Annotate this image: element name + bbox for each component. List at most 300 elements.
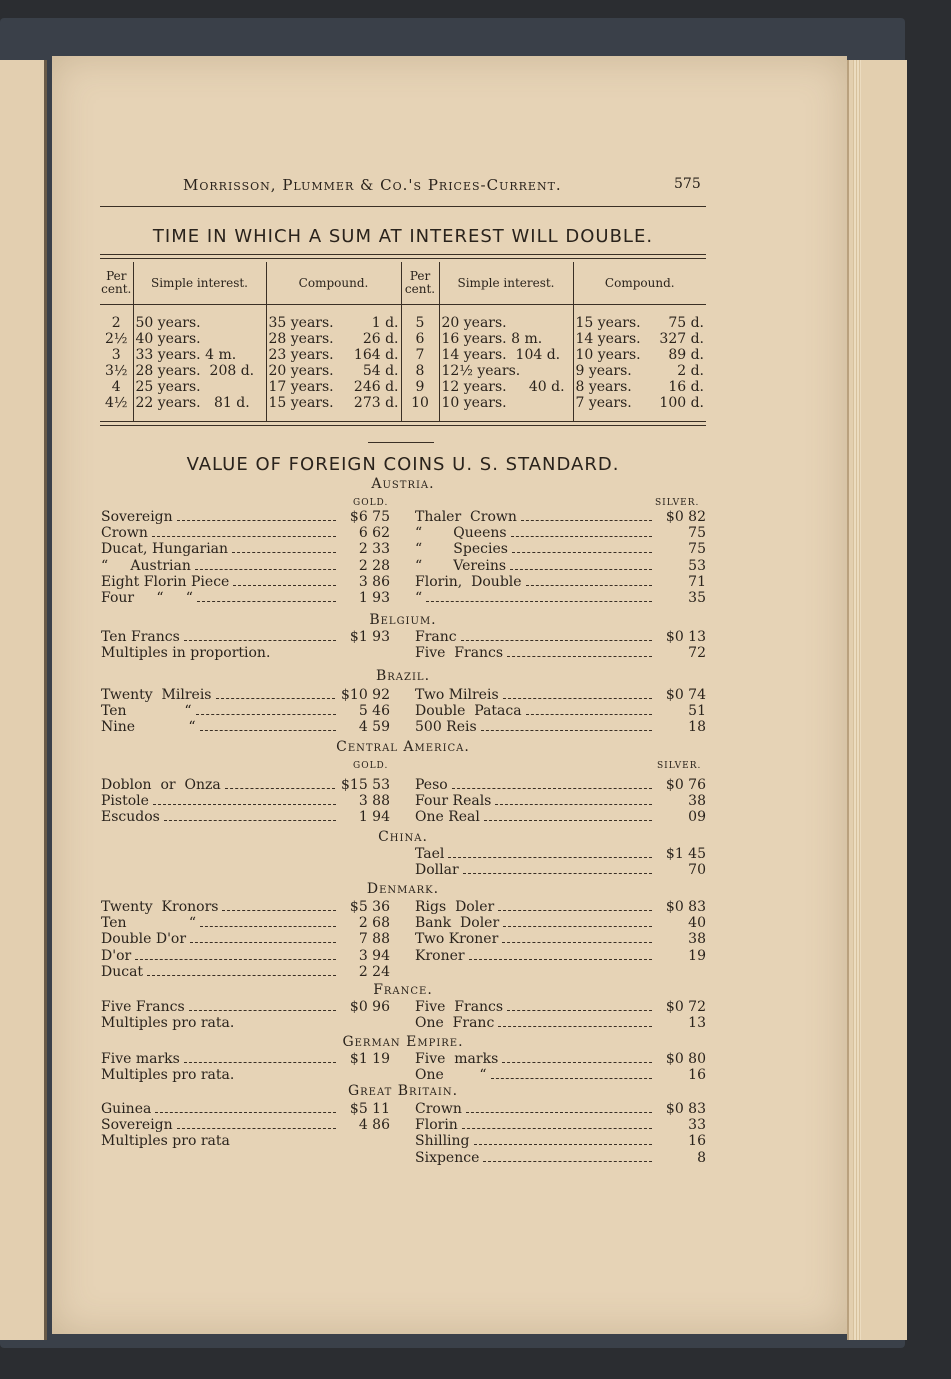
coin-name: Pistole: [101, 793, 149, 810]
table-cell: 25 years.: [133, 379, 266, 395]
coin-name: Florin: [415, 1117, 458, 1134]
coin-value: 3 88: [358, 793, 390, 810]
compound-days: 26 d.: [362, 331, 399, 347]
coin-value: 2 24: [358, 963, 390, 980]
table-cell: 5: [401, 315, 439, 331]
coin-row: [101, 629, 390, 645]
leader-dots: [232, 541, 336, 553]
coin-name: Crown: [415, 1101, 462, 1117]
coin-name: Bank Doler: [415, 915, 500, 932]
coin-name: Ten Francs: [101, 629, 180, 645]
leader-dots: [200, 915, 336, 927]
coin-value: 16: [688, 1133, 706, 1150]
col-simple-2: Simple interest.: [439, 262, 573, 305]
doubling-table: [100, 262, 706, 421]
leader-dots: [200, 719, 336, 731]
coin-row: [415, 687, 706, 703]
compound-days: 164 d.: [353, 347, 399, 363]
coin-row: [101, 703, 390, 719]
coin-row: [415, 793, 706, 809]
coin-row: [415, 1015, 706, 1031]
doubling-title: TIME IN WHICH A SUM AT INTEREST WILL DOUBLE.: [152, 226, 654, 247]
leader-dots: [481, 719, 652, 731]
table-cell: [266, 395, 401, 411]
leader-dots: [502, 1051, 652, 1063]
coin-row: [415, 558, 706, 574]
leader-dots: [177, 1117, 336, 1129]
coin-value: 5 46: [358, 703, 390, 720]
compound-days: 273 d.: [353, 395, 399, 411]
coin-row: [415, 629, 706, 645]
coin-row: [415, 525, 706, 541]
leader-dots: [483, 1150, 652, 1162]
leader-dots: [469, 948, 652, 960]
coin-row: [101, 931, 390, 947]
table-top-rule: [100, 254, 706, 255]
table-cell: 10: [401, 395, 439, 411]
compound-days: 16 d.: [668, 379, 704, 395]
section-heading-brazil: Brazil.: [375, 668, 431, 684]
coin-value: 38: [688, 931, 706, 948]
page-stack-edge: [847, 60, 907, 1340]
coin-value: $0 96: [349, 999, 390, 1015]
coin-name: Ten “: [101, 703, 192, 720]
coin-name: Ten “: [101, 915, 197, 932]
coin-value: 38: [688, 793, 706, 810]
coin-name: Florin, Double: [415, 573, 522, 590]
coin-row: [101, 1067, 390, 1083]
coin-value: 1 94: [358, 809, 390, 826]
coin-value: 4 59: [358, 719, 390, 736]
coin-value: $0 83: [665, 1101, 706, 1117]
table-cell: [573, 331, 706, 347]
section-heading-central_america: Central America.: [336, 739, 470, 755]
col-per-cent-2: Per cent.: [401, 262, 439, 305]
table-cell: 3: [100, 347, 133, 363]
header-rule: [100, 206, 706, 207]
coin-value: $6 75: [349, 509, 390, 525]
section-heading-great_britain: Great Britain.: [347, 1083, 459, 1099]
coin-name: Franc: [415, 629, 457, 645]
page-number: 575: [674, 176, 701, 192]
section-heading-france: France.: [373, 982, 433, 998]
coin-name: Thaler Crown: [415, 509, 517, 525]
coin-row: [101, 948, 390, 964]
coin-value: 2 28: [358, 557, 390, 574]
coin-value: 19: [688, 947, 706, 964]
table-cell: 10 years.: [439, 395, 573, 411]
table-cell: [266, 363, 401, 379]
coin-name: Twenty Milreis: [101, 687, 212, 703]
table-cell: [573, 347, 706, 363]
coin-value: 6 62: [358, 525, 390, 542]
coin-name: Nine “: [101, 719, 196, 736]
coin-value: 13: [688, 1015, 706, 1032]
coin-name: Guinea: [101, 1101, 152, 1117]
coin-row: [101, 541, 390, 557]
coin-name: Four “ “: [101, 590, 193, 606]
leader-dots: [426, 590, 652, 602]
coin-row: [101, 509, 390, 525]
table-row: [100, 347, 706, 363]
coin-name: Double D'or: [101, 931, 187, 948]
leader-dots: [502, 931, 652, 943]
leader-dots: [152, 525, 336, 537]
coin-value: $0 83: [665, 899, 706, 915]
coin-value: $0 76: [665, 777, 706, 793]
leader-dots: [225, 777, 335, 789]
leader-dots: [197, 590, 336, 602]
coin-name: Rigs Doler: [415, 899, 495, 915]
compound-days: 246 d.: [353, 379, 399, 395]
coin-row: [101, 1015, 390, 1031]
leader-dots: [462, 1117, 652, 1129]
leader-dots: [510, 558, 652, 570]
coin-name: Ducat, Hungarian: [101, 541, 229, 558]
coin-value: $1 45: [665, 846, 706, 862]
coin-value: $0 72: [665, 999, 706, 1015]
coin-name: Multiples pro rata.: [101, 1015, 235, 1032]
leader-dots: [196, 703, 336, 715]
leader-dots: [155, 1101, 336, 1113]
coin-value: 1 93: [358, 590, 390, 606]
table-cell: [573, 395, 706, 411]
leader-dots: [452, 777, 652, 789]
coin-name: 500 Reis: [415, 719, 477, 736]
silver-label: SILVER.: [655, 498, 700, 508]
leader-dots: [153, 793, 336, 805]
coin-row: [415, 574, 706, 590]
leader-dots: [498, 1015, 652, 1027]
coin-row: [101, 777, 390, 793]
coin-row: [415, 846, 706, 862]
table-cell: [266, 315, 401, 331]
coin-value: 40: [688, 915, 706, 932]
compound-years: 7 years.: [575, 395, 632, 411]
coin-value: $5 11: [349, 1101, 390, 1117]
table-cell: 33 years. 4 m.: [133, 347, 266, 363]
coin-value: 53: [688, 557, 706, 574]
table-bottom-rule: [100, 421, 706, 422]
table-cell: [266, 331, 401, 347]
coin-row: [101, 719, 390, 735]
coin-row: [415, 1051, 706, 1067]
coin-row: [101, 1051, 390, 1067]
compound-days: 54 d.: [362, 363, 399, 379]
leader-dots: [135, 948, 336, 960]
coin-value: 4 86: [358, 1117, 390, 1134]
coin-row: [415, 719, 706, 735]
leader-dots: [184, 1051, 336, 1063]
coin-row: [415, 809, 706, 825]
section-heading-belgium: Belgium.: [369, 612, 437, 628]
compound-years: 14 years.: [575, 331, 641, 347]
coin-name: Sovereign: [101, 509, 173, 525]
coin-value: $0 82: [665, 509, 706, 525]
coin-name: “ Austrian: [101, 557, 191, 574]
coin-row: [101, 1101, 390, 1117]
coin-value: 7 88: [358, 931, 390, 948]
coin-row: [415, 1133, 706, 1149]
leader-dots: [474, 1133, 653, 1145]
coin-row: [415, 777, 706, 793]
coin-row: [101, 809, 390, 825]
coin-value: 18: [688, 719, 706, 736]
table-cell: [266, 379, 401, 395]
table-cell: [573, 315, 706, 331]
coin-value: 33: [688, 1117, 706, 1134]
table-cell: 4½: [100, 395, 133, 411]
coin-name: Dollar: [415, 862, 459, 879]
coin-row: [101, 645, 390, 661]
table-top-rule-2: [100, 258, 706, 259]
coin-name: Sixpence: [415, 1149, 480, 1166]
running-header: Morrisson, Plummer & Co.'s Prices-Current.: [183, 176, 562, 194]
table-cell: 28 years. 208 d.: [133, 363, 266, 379]
table-cell: 22 years. 81 d.: [133, 395, 266, 411]
coin-value: $1 19: [349, 1051, 390, 1067]
coin-name: “ Vereins: [415, 557, 507, 574]
gold-label-2: GOLD.: [353, 761, 389, 771]
leader-dots: [507, 645, 652, 657]
coin-name: “: [415, 590, 423, 606]
compound-days: 2 d.: [677, 363, 704, 379]
coin-value: 3 86: [358, 573, 390, 590]
col-per-cent: Per cent.: [100, 262, 133, 305]
coin-row: [415, 541, 706, 557]
coin-name: D'or: [101, 947, 132, 964]
coin-row: [101, 525, 390, 541]
table-row: [100, 315, 706, 331]
leader-dots: [461, 629, 652, 641]
table-row: [100, 331, 706, 347]
table-cell: 14 years. 104 d.: [439, 347, 573, 363]
coin-row: [415, 899, 706, 915]
leader-dots: [463, 862, 652, 874]
coin-row: [101, 574, 390, 590]
section-heading-german_empire: German Empire.: [342, 1034, 464, 1050]
compound-years: 15 years.: [268, 395, 334, 411]
coin-row: [415, 1117, 706, 1133]
coin-row: [415, 948, 706, 964]
leader-dots: [495, 793, 652, 805]
coin-row: [415, 915, 706, 931]
compound-years: 8 years.: [575, 379, 632, 395]
table-cell: 3½: [100, 363, 133, 379]
coin-row: [415, 703, 706, 719]
coin-row: [415, 999, 706, 1015]
leader-dots: [222, 899, 336, 911]
compound-years: 9 years.: [575, 363, 632, 379]
coin-name: One “: [415, 1067, 487, 1084]
coin-row: [101, 687, 390, 703]
col-simple: Simple interest.: [133, 262, 266, 305]
leader-dots: [189, 999, 336, 1011]
coin-name: Multiples pro rata: [101, 1133, 230, 1150]
coin-name: Escudos: [101, 809, 160, 826]
coin-name: Crown: [101, 525, 148, 542]
coin-value: 75: [688, 541, 706, 558]
leader-dots: [177, 509, 336, 521]
leader-dots: [521, 509, 652, 521]
table-cell: 2: [100, 315, 133, 331]
coin-value: $1 93: [349, 629, 390, 645]
leader-dots: [511, 525, 652, 537]
compound-days: 75 d.: [668, 315, 704, 331]
leader-dots: [184, 629, 336, 641]
leader-dots: [216, 687, 336, 699]
compound-days: 89 d.: [668, 347, 704, 363]
coin-value: $0 13: [665, 629, 706, 645]
coin-row: [101, 899, 390, 915]
coin-value: $0 74: [665, 687, 706, 703]
table-cell: 8: [401, 363, 439, 379]
coin-value: $10 92: [341, 687, 390, 703]
coin-name: Shilling: [415, 1133, 470, 1150]
leader-dots: [498, 899, 652, 911]
coin-value: 2 68: [358, 915, 390, 932]
leader-dots: [466, 1101, 652, 1113]
table-row: [100, 395, 706, 411]
coin-value: 35: [688, 590, 706, 606]
leader-dots: [195, 558, 336, 570]
col-compound-2: Compound.: [604, 275, 675, 290]
table-cell: [266, 347, 401, 363]
coin-name: Twenty Kronors: [101, 899, 219, 915]
coin-row: [101, 793, 390, 809]
compound-years: 23 years.: [268, 347, 334, 363]
section-heading-china: China.: [378, 829, 428, 845]
gold-label: GOLD.: [353, 498, 389, 508]
coin-row: [415, 509, 706, 525]
coin-name: One Real: [415, 809, 480, 826]
coin-name: Doblon or Onza: [101, 777, 221, 793]
coin-name: Two Kroner: [415, 931, 499, 948]
coin-value: $0 80: [665, 1051, 706, 1067]
leader-dots: [503, 687, 652, 699]
coin-name: Five Francs: [415, 645, 504, 662]
coin-name: Five Francs: [415, 999, 504, 1015]
compound-days: 327 d.: [659, 331, 704, 347]
coin-row: [101, 590, 390, 606]
coin-name: “ Queens: [415, 525, 507, 542]
table-cell: 9: [401, 379, 439, 395]
coin-name: Peso: [415, 777, 448, 793]
compound-years: 10 years.: [575, 347, 641, 363]
leader-dots: [147, 964, 336, 976]
coins-title: VALUE OF FOREIGN COINS U. S. STANDARD.: [186, 454, 620, 475]
coin-row: [415, 1101, 706, 1117]
compound-years: 35 years.: [268, 315, 334, 331]
leader-dots: [233, 574, 336, 586]
leader-dots: [164, 809, 336, 821]
leader-dots: [526, 703, 652, 715]
table-cell: 16 years. 8 m.: [439, 331, 573, 347]
coin-value: 8: [697, 1149, 706, 1166]
table-cell: 4: [100, 379, 133, 395]
table-bottom-rule-2: [100, 425, 706, 426]
col-compound: Compound.: [266, 262, 401, 305]
coin-value: 3 94: [358, 947, 390, 964]
table-cell: [573, 379, 706, 395]
compound-days: 100 d.: [659, 395, 704, 411]
coin-value: 71: [688, 573, 706, 590]
table-cell: 40 years.: [133, 331, 266, 347]
leader-dots: [491, 1067, 652, 1079]
coin-name: Two Milreis: [415, 687, 499, 703]
leader-dots: [190, 931, 336, 943]
coin-value: $15 53: [341, 777, 390, 793]
coin-name: One Franc: [415, 1015, 495, 1032]
coin-name: “ Species: [415, 541, 508, 558]
coin-value: $5 36: [349, 899, 390, 915]
table-cell: [573, 363, 706, 379]
coin-value: 70: [688, 862, 706, 879]
coin-row: [101, 964, 390, 980]
coin-name: Kroner: [415, 947, 465, 964]
leader-dots: [503, 915, 652, 927]
coin-name: Five marks: [101, 1051, 180, 1067]
coin-name: Five marks: [415, 1051, 499, 1067]
table-row: [100, 379, 706, 395]
table-cell: 6: [401, 331, 439, 347]
left-page-edge: [0, 60, 47, 1340]
compound-years: 28 years.: [268, 331, 334, 347]
coin-name: Tael: [415, 846, 445, 862]
compound-years: 20 years.: [268, 363, 334, 379]
leader-dots: [507, 999, 652, 1011]
coin-value: 51: [688, 703, 706, 720]
coin-value: 16: [688, 1067, 706, 1084]
coin-value: 2 33: [358, 541, 390, 558]
compound-years: 15 years.: [575, 315, 641, 331]
coin-name: Ducat: [101, 963, 144, 980]
coin-row: [415, 1067, 706, 1083]
coin-value: 09: [688, 809, 706, 826]
coin-row: [415, 590, 706, 606]
coin-value: 72: [688, 645, 706, 662]
table-cell: 7: [401, 347, 439, 363]
leader-dots: [448, 846, 652, 858]
silver-label-2: SILVER.: [657, 761, 702, 771]
section-divider: [368, 442, 434, 443]
coin-name: Double Pataca: [415, 703, 522, 720]
coin-row: [101, 999, 390, 1015]
coin-row: [101, 915, 390, 931]
coin-row: [101, 1117, 390, 1133]
coin-row: [101, 558, 390, 574]
leader-dots: [526, 574, 652, 586]
table-cell: 12½ years.: [439, 363, 573, 379]
compound-years: 17 years.: [268, 379, 334, 395]
coin-row: [415, 645, 706, 661]
coin-row: [101, 1133, 390, 1149]
section-heading-denmark: Denmark.: [366, 881, 440, 897]
coin-row: [415, 862, 706, 878]
section-heading-austria: Austria.: [371, 476, 435, 492]
coin-value: 75: [688, 525, 706, 542]
leader-dots: [512, 541, 652, 553]
table-cell: 50 years.: [133, 315, 266, 331]
coin-row: [415, 931, 706, 947]
coin-name: Eight Florin Piece: [101, 573, 230, 590]
leader-dots: [484, 809, 652, 821]
table-cell: 2½: [100, 331, 133, 347]
table-row: [100, 363, 706, 379]
coin-name: Multiples in proportion.: [101, 645, 271, 662]
compound-days: 1 d.: [371, 315, 399, 331]
coin-name: Multiples pro rata.: [101, 1067, 235, 1084]
